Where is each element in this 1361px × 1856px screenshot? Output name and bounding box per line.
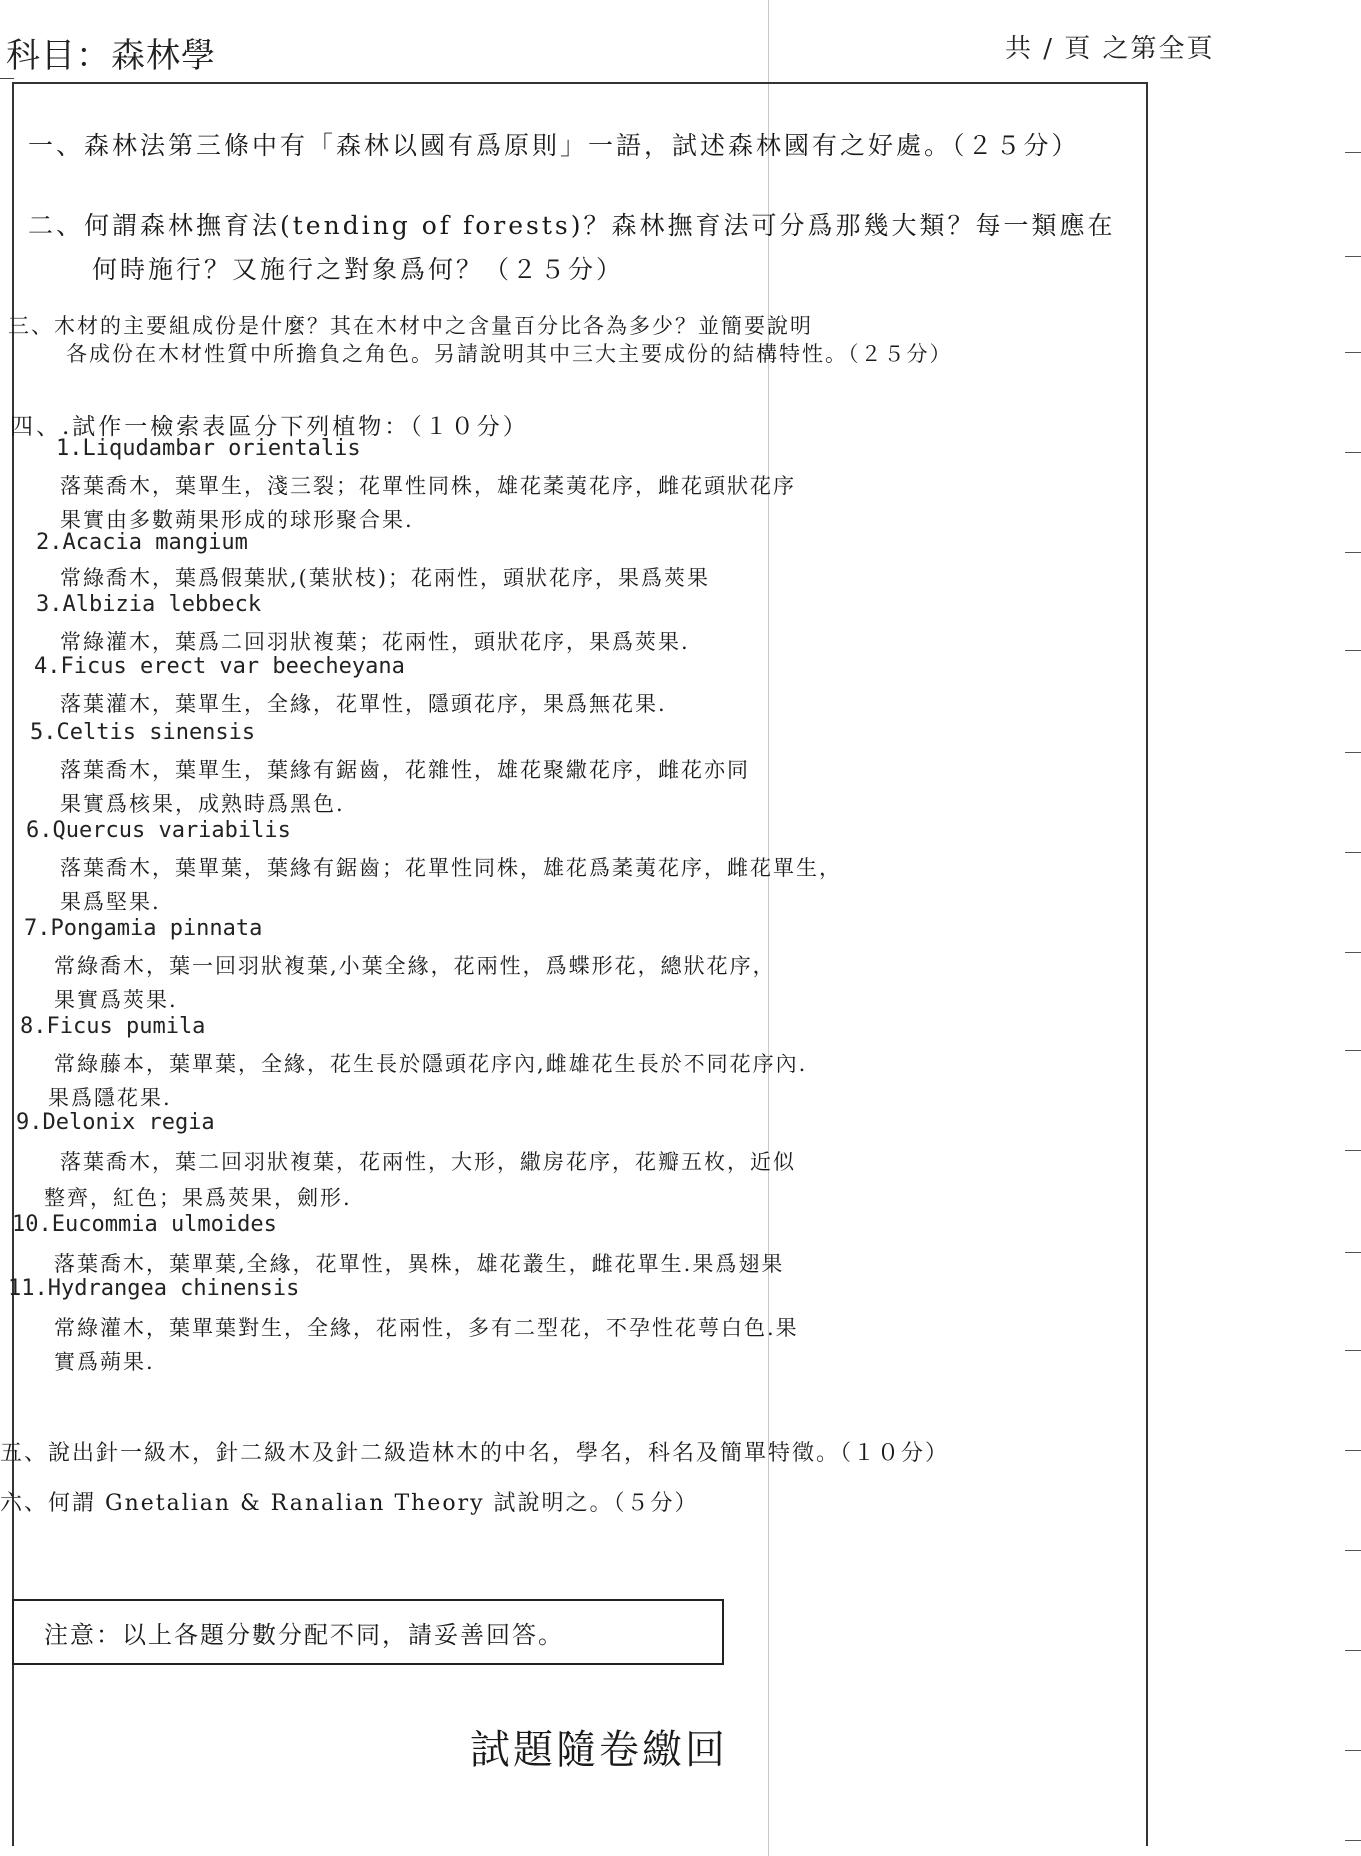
margin-tick: [1345, 1050, 1361, 1051]
notice-box: [12, 1599, 724, 1665]
question-2-line-1: 二、何謂森林撫育法(tending of forests)？森林撫育法可分爲那幾大類？每一類應在: [28, 211, 1116, 240]
margin-tick: [1345, 352, 1361, 353]
plant-description: 果實爲核果，成熟時爲黑色.: [60, 792, 345, 816]
plant-name: 3.Albizia lebbeck: [36, 592, 262, 617]
margin-tick: [1345, 256, 1361, 257]
margin-tick: [1345, 1750, 1361, 1751]
plant-description: 落葉喬木，葉單葉，葉緣有鋸齒；花單性同株，雄花爲葇荑花序，雌花單生，: [60, 856, 842, 880]
plant-description: 常綠喬木，葉爲假葉狀,(葉狀枝)；花兩性，頭狀花序，果爲莢果: [60, 566, 711, 590]
margin-tick: [1345, 852, 1361, 853]
plant-description: 常綠灌木，葉爲二回羽狀複葉；花兩性，頭狀花序，果爲莢果.: [60, 630, 690, 654]
subject-title: 科目：森林學: [6, 36, 216, 76]
question-1: 一、森林法第三條中有「森林以國有爲原則」一語，試述森林國有之好處。（２５分）: [28, 131, 1080, 160]
plant-name: 8.Ficus pumila: [20, 1014, 206, 1039]
plant-description: 落葉喬木，葉單生，淺三裂；花單性同株，雄花葇荑花序，雌花頭狀花序: [60, 474, 796, 498]
plant-name: 5.Celtis sinensis: [30, 720, 256, 745]
notice-text: 注意：以上各題分數分配不同，請妥善回答。: [44, 1621, 564, 1649]
plant-name: 7.Pongamia pinnata: [24, 916, 263, 941]
plant-description: 常綠灌木，葉單葉對生，全緣，花兩性，多有二型花，不孕性花萼白色.果: [54, 1316, 799, 1340]
plant-name: 1.Liqudambar orientalis: [56, 436, 361, 461]
question-4: 四、.試作一檢索表區分下列植物：（１０分）: [10, 414, 529, 440]
margin-ticks: [1345, 0, 1361, 1856]
plant-name: 10.Eucommia ulmoides: [12, 1212, 277, 1237]
margin-tick: [1345, 1840, 1361, 1841]
page-count: 共 / 頁 之第全頁: [1005, 34, 1215, 64]
margin-tick: [1345, 1550, 1361, 1551]
plant-description: 常綠藤本，葉單葉，全緣，花生長於隱頭花序內,雌雄花生長於不同花序內.: [54, 1052, 808, 1076]
plant-description: 整齊，紅色；果爲莢果，劍形.: [44, 1186, 352, 1210]
plant-description: 果爲隱花果.: [48, 1086, 172, 1110]
question-6: 六、何謂 Gnetalian & Ranalian Theory 試說明之。（５分）: [0, 1491, 699, 1516]
margin-tick: [1345, 650, 1361, 651]
plant-description: 落葉喬木，葉單葉,全緣，花單性，異株，雄花叢生，雌花單生.果爲翅果: [54, 1252, 785, 1276]
plant-name: 2.Acacia mangium: [36, 530, 248, 555]
plant-description: 落葉灌木，葉單生，全緣，花單性，隱頭花序，果爲無花果.: [60, 692, 667, 716]
plant-description: 落葉喬木，葉單生，葉緣有鋸齒，花雜性，雄花聚繖花序，雌花亦同: [60, 758, 750, 782]
return-instruction: 試題隨卷繳回: [470, 1727, 728, 1773]
margin-tick: [1345, 1450, 1361, 1451]
question-3-line-2: 各成份在木材性質中所擔負之角色。另請說明其中三大主要成份的結構特性。（２５分）: [66, 342, 953, 366]
margin-tick: [1345, 152, 1361, 153]
plant-description: 實爲蒴果.: [54, 1350, 155, 1374]
margin-tick: [1345, 952, 1361, 953]
margin-tick: [1345, 1650, 1361, 1651]
question-3-line-1: 三、木材的主要組成份是什麼？其在木材中之含量百分比各為多少？並簡要說明: [8, 314, 813, 338]
plant-name: 11.Hydrangea chinensis: [8, 1276, 300, 1301]
question-2-line-2: 何時施行？又施行之對象爲何？（２５分）: [92, 255, 625, 284]
frame-tick: [0, 78, 14, 79]
plant-description: 果實由多數蒴果形成的球形聚合果.: [60, 508, 414, 532]
plant-name: 4.Ficus erect var beecheyana: [34, 654, 405, 679]
margin-tick: [1345, 752, 1361, 753]
margin-tick: [1345, 452, 1361, 453]
margin-tick: [1345, 1350, 1361, 1351]
margin-tick: [1345, 552, 1361, 553]
margin-tick: [1345, 1150, 1361, 1151]
plant-name: 9.Delonix regia: [16, 1110, 215, 1135]
margin-tick: [1345, 1252, 1361, 1253]
question-5: 五、說出針一級木，針二級木及針二級造林木的中名，學名，科名及簡單特徵。（１０分）: [0, 1441, 950, 1466]
plant-name: 6.Quercus variabilis: [26, 818, 291, 843]
plant-description: 果實爲莢果.: [54, 988, 178, 1012]
plant-description: 果爲堅果.: [60, 890, 161, 914]
plant-description: 常綠喬木，葉一回羽狀複葉,小葉全緣，花兩性，爲蝶形花，總狀花序，: [54, 954, 776, 978]
plant-description: 落葉喬木，葉二回羽狀複葉，花兩性，大形，繖房花序，花瓣五枚，近似: [60, 1150, 796, 1174]
